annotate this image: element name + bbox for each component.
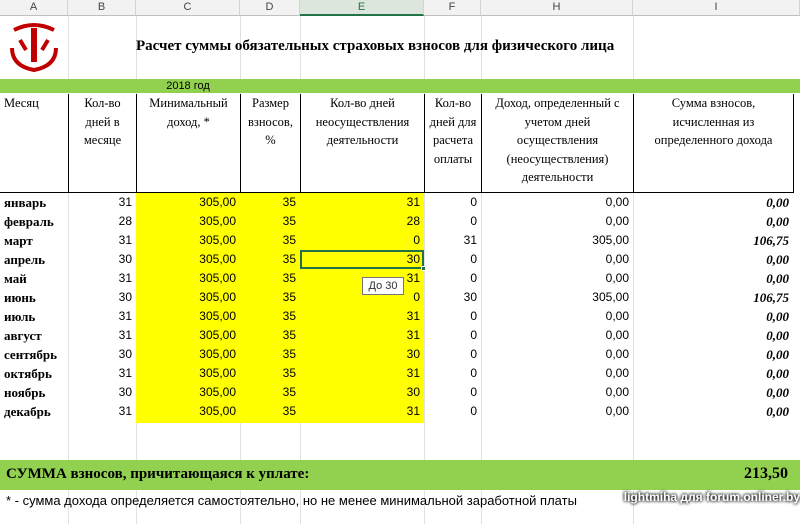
days-cell[interactable]: 28 [118, 214, 132, 228]
header-month: Месяц [4, 96, 39, 110]
table-row [0, 231, 800, 250]
rate-cell[interactable]: 35 [282, 252, 296, 266]
idle-days-cell[interactable]: 31 [406, 366, 420, 380]
min-income-cell[interactable]: 305,00 [199, 214, 236, 228]
header-idle-days: Кол-во дней неосуществления деятельности [300, 94, 424, 192]
table-row [0, 402, 800, 421]
month-cell[interactable]: январь [4, 195, 47, 210]
days-cell[interactable]: 30 [118, 252, 132, 266]
year-bar [0, 79, 800, 93]
header-paid-days: Кол-во дней для расчета оплаты [424, 94, 481, 192]
rate-cell[interactable]: 35 [282, 290, 296, 304]
contrib-cell[interactable]: 0,00 [766, 347, 789, 362]
contrib-cell[interactable]: 0,00 [766, 385, 789, 400]
table-row [0, 326, 800, 345]
income-cell[interactable]: 0,00 [605, 328, 629, 342]
rate-cell[interactable]: 35 [282, 328, 296, 342]
income-cell[interactable]: 0,00 [605, 404, 629, 418]
selected-cell[interactable]: 30 [300, 250, 424, 269]
days-cell[interactable]: 31 [118, 328, 132, 342]
month-cell[interactable]: февраль [4, 214, 54, 229]
table-row [0, 383, 800, 402]
rate-cell[interactable]: 35 [282, 404, 296, 418]
min-income-cell[interactable]: 305,00 [199, 404, 236, 418]
income-cell[interactable]: 0,00 [605, 271, 629, 285]
total-value[interactable]: 213,50 [744, 465, 788, 482]
header-income: Доход, определенный с учетом дней осуществления (неосуществления) деятельности [481, 94, 633, 192]
contrib-cell[interactable]: 106,75 [753, 233, 789, 248]
month-cell[interactable]: июнь [4, 290, 36, 305]
logo-icon [6, 20, 62, 74]
rate-cell[interactable]: 35 [282, 271, 296, 285]
days-cell[interactable]: 31 [118, 366, 132, 380]
validation-tooltip: До 30 [362, 277, 404, 295]
min-income-cell[interactable]: 305,00 [199, 347, 236, 361]
contrib-cell[interactable]: 0,00 [766, 195, 789, 210]
idle-days-cell[interactable]: 31 [406, 328, 420, 342]
min-income-cell[interactable]: 305,00 [199, 309, 236, 323]
paid-days-cell[interactable]: 0 [470, 214, 477, 228]
min-income-cell[interactable]: 305,00 [199, 290, 236, 304]
idle-days-cell[interactable]: 30 [406, 385, 420, 399]
total-label: СУММА взносов, причитающаяся к уплате: [6, 466, 310, 482]
contrib-cell[interactable]: 0,00 [766, 252, 789, 267]
income-cell[interactable]: 0,00 [605, 347, 629, 361]
paid-days-cell[interactable]: 30 [463, 290, 477, 304]
min-income-cell[interactable]: 305,00 [199, 252, 236, 266]
idle-days-cell[interactable]: 31 [406, 271, 420, 285]
paid-days-cell[interactable]: 0 [470, 271, 477, 285]
month-cell[interactable]: август [4, 328, 42, 343]
contrib-cell[interactable]: 0,00 [766, 214, 789, 229]
idle-days-cell[interactable]: 31 [406, 195, 420, 209]
col-header-c[interactable]: C [136, 0, 240, 16]
days-cell[interactable]: 31 [118, 271, 132, 285]
header-days-in-month: Кол-во дней в месяце [68, 94, 136, 192]
rate-cell[interactable]: 35 [282, 309, 296, 323]
rate-cell[interactable]: 35 [282, 347, 296, 361]
col-header-e[interactable]: E [300, 0, 424, 16]
month-cell[interactable]: июль [4, 309, 36, 324]
min-income-cell[interactable]: 305,00 [199, 233, 236, 247]
col-header-d[interactable]: D [240, 0, 300, 16]
rate-cell[interactable]: 35 [282, 214, 296, 228]
income-cell[interactable]: 0,00 [605, 366, 629, 380]
paid-days-cell[interactable]: 0 [470, 309, 477, 323]
contrib-cell[interactable]: 0,00 [766, 309, 789, 324]
paid-days-cell[interactable]: 0 [470, 195, 477, 209]
idle-days-cell[interactable]: 28 [406, 214, 420, 228]
table-row [0, 193, 800, 212]
col-header-h[interactable]: H [481, 0, 633, 16]
min-income-cell[interactable]: 305,00 [199, 271, 236, 285]
rate-cell[interactable]: 35 [282, 233, 296, 247]
month-cell[interactable]: декабрь [4, 404, 51, 419]
page-title: Расчет суммы обязательных страховых взносов для физического лица [136, 38, 615, 54]
watermark: lightmiha для forum.onliner.by [623, 490, 800, 504]
col-header-f[interactable]: F [424, 0, 481, 16]
month-cell[interactable]: октябрь [4, 366, 52, 381]
days-cell[interactable]: 31 [118, 233, 132, 247]
month-cell[interactable]: ноябрь [4, 385, 46, 400]
idle-days-cell[interactable]: 0 [413, 233, 420, 247]
paid-days-cell[interactable]: 0 [470, 366, 477, 380]
col-header-b[interactable]: B [68, 0, 136, 16]
min-income-cell[interactable]: 305,00 [199, 328, 236, 342]
income-cell[interactable]: 0,00 [605, 385, 629, 399]
contrib-cell[interactable]: 0,00 [766, 271, 789, 286]
paid-days-cell[interactable]: 0 [470, 252, 477, 266]
idle-days-cell[interactable]: 0 [413, 290, 420, 304]
idle-days-cell[interactable]: 31 [406, 404, 420, 418]
table-row [0, 345, 800, 364]
header-contrib: Сумма взносов, исчисленная из определенного дохода [633, 94, 793, 192]
min-income-cell[interactable]: 305,00 [199, 366, 236, 380]
month-cell[interactable]: май [4, 271, 27, 286]
col-header-i[interactable]: I [633, 0, 800, 16]
contrib-cell[interactable]: 0,00 [766, 366, 789, 381]
paid-days-cell[interactable]: 0 [470, 404, 477, 418]
footnote: * - сумма дохода определяется самостоятельно, но не менее минимальной заработной платы [6, 493, 577, 508]
income-cell[interactable]: 0,00 [605, 309, 629, 323]
days-cell[interactable]: 31 [118, 404, 132, 418]
min-income-cell[interactable]: 305,00 [199, 195, 236, 209]
income-cell[interactable]: 0,00 [605, 214, 629, 228]
income-cell[interactable]: 0,00 [605, 252, 629, 266]
rate-cell[interactable]: 35 [282, 385, 296, 399]
idle-days-cell[interactable]: 31 [406, 309, 420, 323]
paid-days-cell[interactable]: 31 [463, 233, 477, 247]
income-cell[interactable]: 305,00 [592, 233, 629, 247]
table-row [0, 212, 800, 231]
contrib-cell[interactable]: 0,00 [766, 404, 789, 419]
contrib-cell[interactable]: 106,75 [753, 290, 789, 305]
table-row [0, 307, 800, 326]
min-income-cell[interactable]: 305,00 [199, 385, 236, 399]
days-cell[interactable]: 30 [118, 347, 132, 361]
month-cell[interactable]: март [4, 233, 33, 248]
days-cell[interactable]: 30 [118, 290, 132, 304]
col-header-a[interactable]: A [0, 0, 68, 16]
month-cell[interactable]: сентябрь [4, 347, 58, 362]
contrib-cell[interactable]: 0,00 [766, 328, 789, 343]
header-rate: Размер взносов, % [240, 94, 300, 192]
header-min-income: Минимальный доход, * [136, 94, 240, 192]
paid-days-cell[interactable]: 0 [470, 347, 477, 361]
income-cell[interactable]: 305,00 [592, 290, 629, 304]
income-cell[interactable]: 0,00 [605, 195, 629, 209]
year-label: 2018 год [166, 80, 210, 92]
idle-days-cell[interactable]: 30 [406, 347, 420, 361]
fill-handle[interactable] [421, 266, 426, 271]
rate-cell[interactable]: 35 [282, 195, 296, 209]
rate-cell[interactable]: 35 [282, 366, 296, 380]
table-row [0, 250, 800, 269]
days-cell[interactable]: 30 [118, 385, 132, 399]
days-cell[interactable]: 31 [118, 195, 132, 209]
days-cell[interactable]: 31 [118, 309, 132, 323]
table-row [0, 364, 800, 383]
header-right-border [793, 94, 794, 192]
paid-days-cell[interactable]: 0 [470, 385, 477, 399]
paid-days-cell[interactable]: 0 [470, 328, 477, 342]
month-cell[interactable]: апрель [4, 252, 45, 267]
